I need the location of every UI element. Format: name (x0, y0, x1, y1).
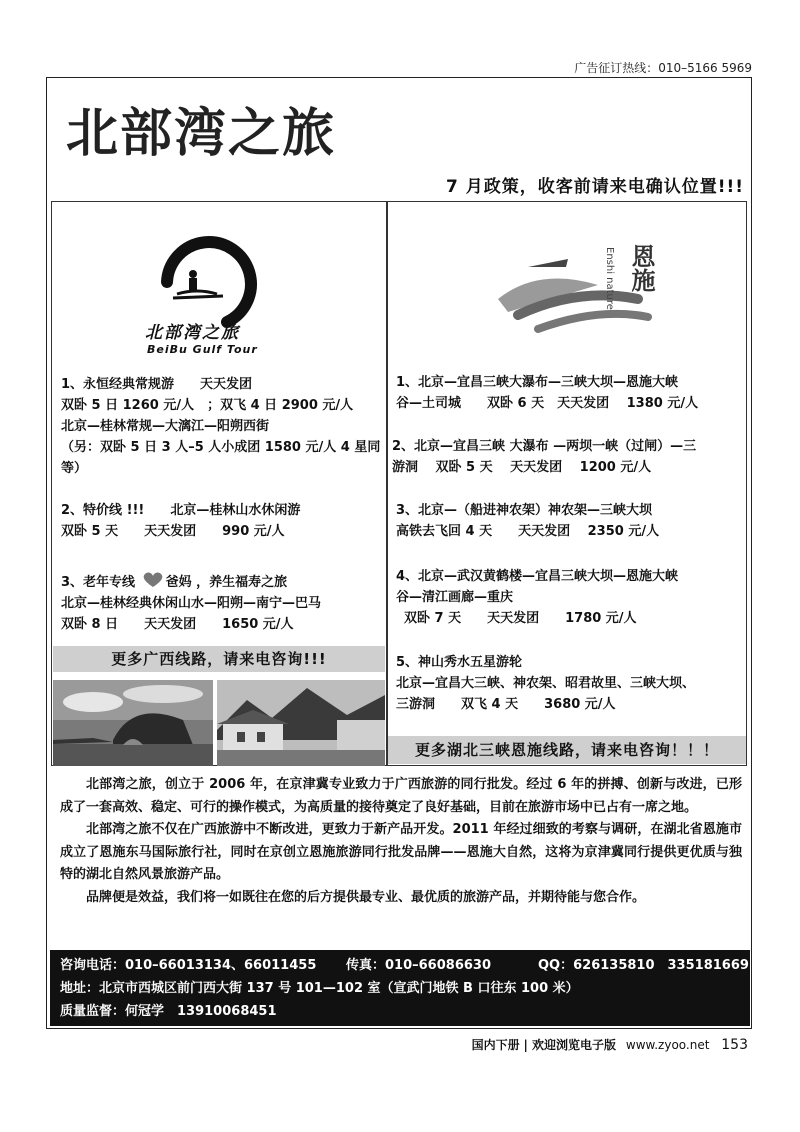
intro-paragraph-1: 北部湾之旅，创立于 2006 年，在京津冀专业致力于广西旅游的同行批发。经过 6 年的拼搏、创新与改进，已形成了一套高效、稳定、可行的操作模式，为高质量的接待奠定了良好基础，目前在旅游市场中已占有一席之地。 (60, 777, 742, 815)
footer-section: 国内下册 (471, 1038, 520, 1052)
route-2-title: 2、特价线 !!! 北京—桂林山水休闲游 (61, 503, 301, 518)
contact-address: 地址：北京市西城区前门西大街 137 号 101—102 室（宣武门地铁 B 口往东 100 米） (60, 981, 579, 996)
hubei-route-2-price: 游洞 双卧 5 天 天天发团 1200 元/人 (392, 460, 652, 475)
ad-hotline: 广告征订热线：010–5166 5969 (574, 61, 752, 75)
hubei-route-4 (396, 566, 746, 629)
page-footer (472, 1036, 748, 1053)
hubei-route-4-price: 双卧 7 天 天天发团 1780 元/人 (404, 611, 637, 626)
route-3-title-a: 3、老年专线 (61, 575, 136, 590)
hubei-route-1-title: 1、北京—宜昌三峡大瀑布—三峡大坝—恩施大峡 (396, 375, 679, 390)
policy-notice: 7 月政策，收客前请来电确认位置!!! (445, 177, 744, 197)
contact-bar (50, 950, 750, 1026)
hubei-route-2-title: 2、北京—宜昌三峡 大瀑布 —两坝一峡（过闸）—三 (392, 439, 697, 454)
hubei-route-2 (392, 436, 746, 478)
contact-qq: QQ：626135810 335181669 (538, 958, 749, 973)
enshi-logo-text: 恩施 (627, 244, 656, 292)
yangshuo-street-photo (217, 680, 385, 766)
contact-fax: 传真：010–66086630 (346, 958, 491, 973)
guangxi-routes-panel (51, 201, 387, 766)
page-number: 153 (721, 1037, 748, 1053)
route-2-price: 双卧 5 天 天天发团 990 元/人 (61, 524, 285, 539)
route-1-title: 1、永恒经典常规游 天天发团 (61, 377, 253, 392)
route-1-price: 双卧 5 日 1260 元/人 ；双飞 4 日 2900 元/人 (61, 398, 354, 413)
contact-row-3 (60, 1000, 740, 1023)
route-3-price: 双卧 8 日 天天发团 1650 元/人 (61, 617, 294, 632)
route-3-title-b: 爸妈 ，养生福寿之旅 (165, 575, 288, 590)
logo-subtitle: BeiBu Gulf Tour (147, 343, 258, 356)
hubei-route-1-price: 谷—土司城 双卧 6 天 天天发团 1380 元/人 (396, 396, 699, 411)
contact-phone: 咨询电话：010–66013134、66011455 (60, 958, 317, 973)
hubei-route-5 (396, 652, 746, 715)
hubei-route-3-price: 高铁去飞回 4 天 天天发团 2350 元/人 (396, 524, 660, 539)
hubei-route-3 (396, 500, 746, 542)
hubei-routes-panel (387, 201, 747, 766)
hubei-route-1 (396, 372, 746, 414)
heart-icon (142, 572, 164, 588)
guangxi-more-banner: 更多广西线路，请来电咨询!!! (53, 646, 385, 672)
elephant-trunk-hill-photo (53, 680, 213, 766)
guangxi-route-2 (61, 500, 381, 542)
route-3-itinerary: 北京—桂林经典休闲山水—阳朔—南宁—巴马 (61, 596, 322, 611)
hubei-route-4-itinerary: 谷—清江画廊—重庆 (396, 590, 514, 605)
route-1-itinerary: 北京—桂林常规—大漓江—阳朔西街 (61, 419, 270, 434)
quality-supervisor: 质量监督：何冠学 13910068451 (60, 1004, 277, 1019)
hubei-more-banner: 更多湖北三峡恩施线路，请来电咨询！！！ (388, 736, 746, 764)
route-1-note: （另：双卧 5 日 3 人–5 人小成团 1580 元/人 4 星同等） (61, 440, 381, 476)
hubei-route-4-title: 4、北京—武汉黄鹤楼—宜昌三峡大坝—恩施大峡 (396, 569, 679, 584)
enshi-logo-english: Enshi nature (604, 247, 615, 310)
intro-paragraph-2: 北部湾之旅不仅在广西旅游中不断改进，更致力于新产品开发。2011 年经过细致的考察与调研，在湖北省恩施市成立了恩施东马国际旅行社，同时在京创立恩施旅游同行批发品牌——恩施大自然，这将为京津冀同行提供更优质与独特的湖北自然风景旅游产品。 (60, 822, 742, 882)
company-intro (60, 774, 742, 909)
hubei-route-3-title: 3、北京—（船进神农架）神农架—三峡大坝 (396, 503, 653, 518)
contact-row-2 (60, 977, 740, 1000)
footer-welcome: 欢迎浏览电子版 (532, 1038, 617, 1052)
hubei-route-5-itinerary: 北京—宜昌大三峡、神农架、昭君故里、三峡大坝、 (396, 676, 696, 691)
guangxi-route-3 (61, 572, 381, 635)
guangxi-route-1 (61, 374, 381, 479)
intro-paragraph-3: 品牌便是效益，我们将一如既往在您的后方提供最专业、最优质的旅游产品，并期待能与您合作。 (86, 889, 646, 905)
page-title: 北部湾之旅 (66, 103, 337, 164)
logo-text: 北部湾之旅 (145, 323, 240, 343)
hubei-route-5-title: 5、神山秀水五星游轮 (396, 655, 523, 670)
footer-url[interactable]: www.zyoo.net (625, 1038, 710, 1052)
contact-row-1 (60, 954, 749, 977)
footer-divider: | (523, 1038, 533, 1052)
hubei-route-5-price: 三游洞 双飞 4 天 3680 元/人 (396, 697, 616, 712)
